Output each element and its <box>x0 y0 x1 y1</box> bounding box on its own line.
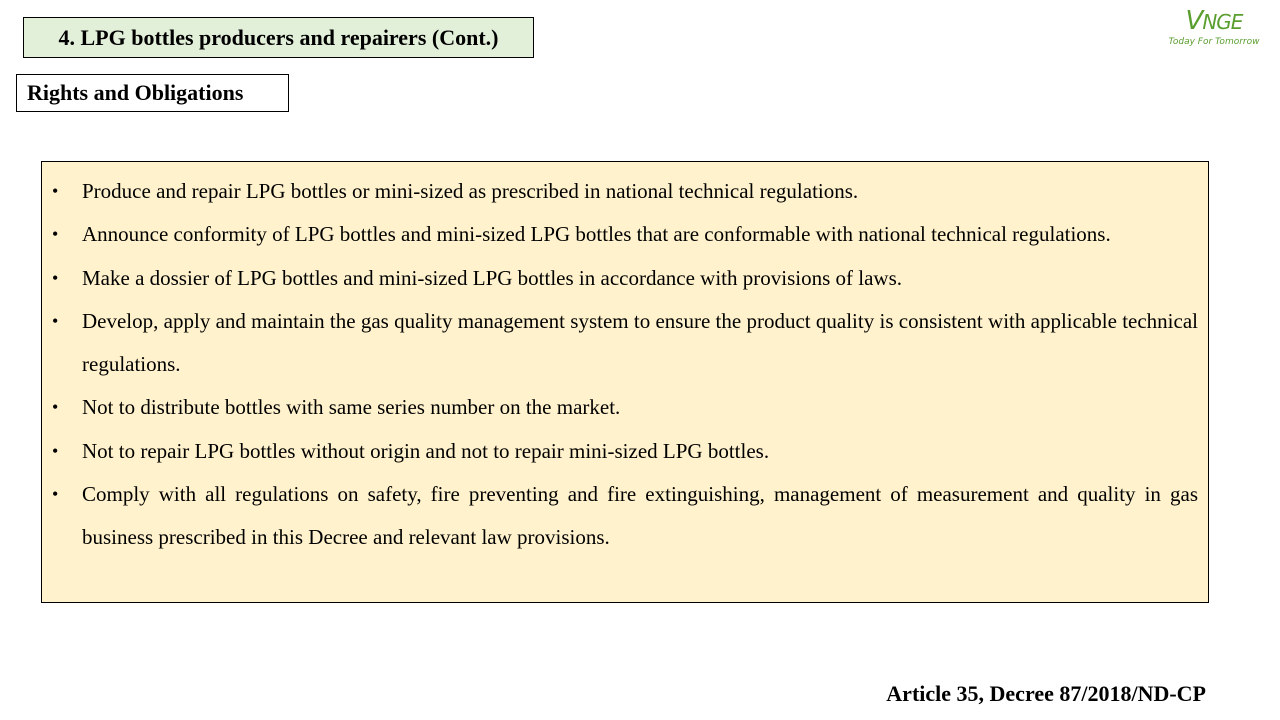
bullet-icon: • <box>52 397 59 418</box>
section-heading-text: Rights and Obligations <box>27 80 244 105</box>
obligations-box <box>41 161 1209 603</box>
company-logo <box>1164 6 1264 56</box>
bullet-icon: • <box>52 181 59 201</box>
bullet-icon: • <box>52 310 59 331</box>
list-item-text: Not to distribute bottles with same series number on the market. <box>82 395 621 420</box>
bullet-icon: • <box>52 440 59 461</box>
list-item <box>52 386 1198 429</box>
list-item <box>52 257 1198 300</box>
list-item-text: Announce conformity of LPG bottles and mini-sized LPG bottles that are conformable with national technical regulations. <box>82 222 1111 247</box>
bullet-icon: • <box>52 224 59 245</box>
list-item <box>52 430 1198 473</box>
list-item <box>52 473 1198 560</box>
list-item-text: Not to repair LPG bottles without origin and not to repair mini-sized LPG bottles. <box>82 438 770 463</box>
list-item-text: Produce and repair LPG bottles or mini-sized as prescribed in national technical regulations. <box>82 179 859 203</box>
list-item <box>52 213 1198 256</box>
section-heading <box>16 74 289 112</box>
slide-title <box>23 17 534 58</box>
logo-mark-rest: NGE <box>1202 10 1243 34</box>
slide-title-text: 4. LPG bottles producers and repairers (Cont.) <box>58 24 499 50</box>
obligations-list <box>52 170 1198 560</box>
list-item <box>52 170 1198 213</box>
list-item-text: Develop, apply and maintain the gas quality management system to ensure the product quality is consistent with applicable technical regulations. <box>82 308 1198 377</box>
list-item-text: Make a dossier of LPG bottles and mini-sized LPG bottles in accordance with provisions of laws. <box>82 265 903 290</box>
list-item-text: Comply with all regulations on safety, fire preventing and fire extinguishing, management of measurement and quality in gas business prescribed in this Decree and relevant law provisions. <box>82 482 1198 550</box>
legal-reference: Article 35, Decree 87/2018/ND-CP <box>886 681 1206 706</box>
bullet-icon: • <box>52 267 59 288</box>
list-item <box>52 300 1198 387</box>
logo-tagline: Today For Tomorrow <box>1168 37 1260 47</box>
logo-mark <box>1164 6 1264 37</box>
logo-mark-first: V <box>1185 6 1203 36</box>
bullet-icon: • <box>52 484 59 505</box>
